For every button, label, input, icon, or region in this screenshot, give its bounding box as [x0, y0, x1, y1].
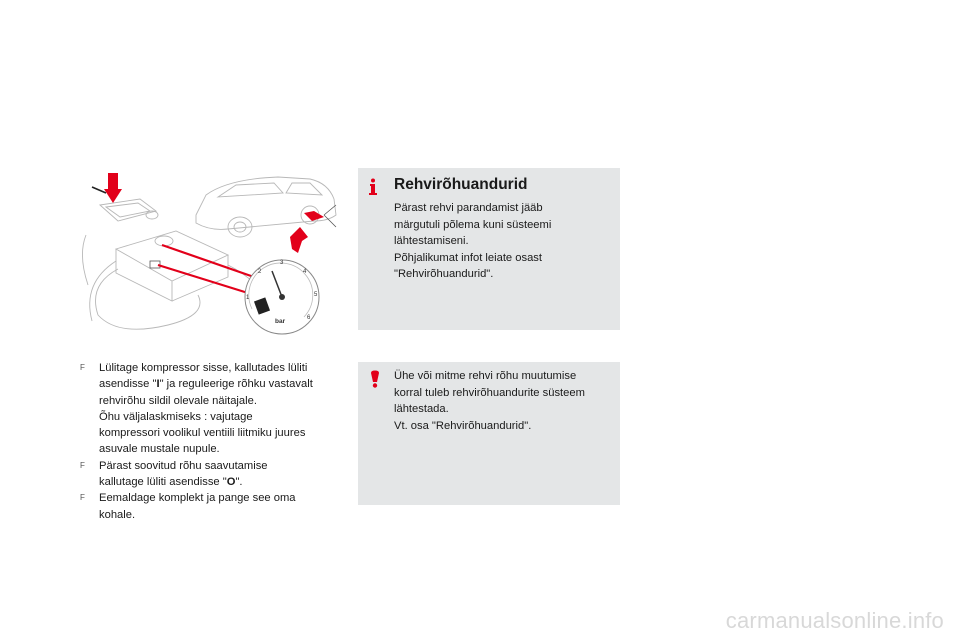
- bullet-marker: F: [80, 493, 85, 503]
- info-line: Põhjalikumat infot leiate osast: [394, 251, 543, 264]
- bullet-marker: F: [80, 460, 85, 470]
- gauge-tick: 2: [258, 269, 262, 275]
- exclamation-warning-icon: [366, 370, 384, 388]
- instruction-step: [80, 458, 352, 491]
- bullet-marker: F: [80, 363, 85, 372]
- info-line: lähtestamiseni.: [394, 235, 469, 247]
- instruction-step: [80, 360, 352, 458]
- step-line: rehvirõhu sildil olevale näitajale.: [99, 394, 257, 407]
- step-line: [99, 376, 352, 392]
- warning-box: [358, 362, 620, 505]
- step-line: Õhu väljalaskmiseks : vajutage: [99, 410, 253, 423]
- info-line: "Rehvirõhuandurid".: [394, 268, 494, 280]
- warning-line: Vt. osa "Rehvirõhuandurid".: [394, 419, 532, 432]
- step-line: Eemaldage komplekt ja pange see oma: [99, 492, 296, 505]
- instruction-step: [80, 490, 352, 523]
- pressure-gauge: [245, 260, 319, 334]
- switch-position: I: [156, 378, 160, 391]
- warning-line: lähtestada.: [394, 403, 449, 415]
- gauge-tick: 6: [307, 315, 311, 321]
- gauge-unit: bar: [275, 318, 286, 325]
- info-line: märgutuli põlema kuni süsteemi: [394, 218, 552, 231]
- info-icon: [366, 178, 380, 196]
- gauge-tick: 4: [303, 269, 307, 275]
- warning-line: Ühe või mitme rehvi rõhu muutumise: [394, 370, 577, 382]
- red-arrow-icon: [290, 227, 308, 253]
- red-arrow-icon: [304, 211, 324, 221]
- info-body: [394, 200, 609, 283]
- step-line: Pärast soovitud rõhu saavutamise: [99, 459, 268, 472]
- red-arrow-icon: [104, 173, 122, 203]
- gauge-tick: 3: [280, 260, 284, 266]
- watermark: carmanualsonline.info: [725, 608, 944, 633]
- step-text: " ja reguleerige rõhku vastavalt: [159, 378, 313, 391]
- info-title: Rehvirõhuandurid: [394, 176, 528, 193]
- gauge-tick: 5: [314, 292, 318, 298]
- warning-line: korral tuleb rehvirõhuandurite süsteem: [394, 386, 585, 399]
- step-text: kallutage lüliti asendisse ": [99, 476, 227, 489]
- pointer-line: [162, 245, 254, 277]
- hose: [96, 269, 201, 329]
- compressor-illustration: [78, 165, 350, 337]
- step-line: kompressori voolikul ventiili liitmiku juures: [99, 427, 306, 440]
- warning-body: [394, 368, 614, 434]
- step-line: [99, 474, 352, 490]
- step-line: asuvale mustale nupule.: [99, 443, 220, 456]
- switch-position: O: [226, 476, 236, 489]
- gauge-tick: 1: [246, 295, 250, 301]
- step-line: kohale.: [99, 508, 136, 521]
- car-outline: [196, 177, 336, 229]
- info-line: Pärast rehvi parandamist jääb: [394, 202, 543, 214]
- instruction-list: [80, 360, 352, 523]
- info-box: [358, 168, 620, 330]
- step-text: ".: [235, 476, 243, 489]
- step-line: Lülitage kompressor sisse, kallutades lüliti: [99, 362, 308, 374]
- step-text: asendisse ": [99, 378, 157, 391]
